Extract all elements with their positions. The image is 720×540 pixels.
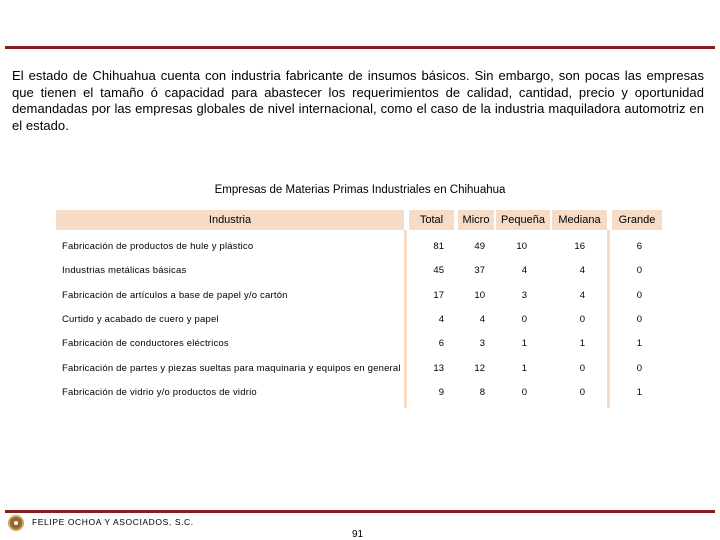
cell-pequena: 3 xyxy=(521,289,527,301)
cell-micro: 12 xyxy=(474,362,485,374)
table-row xyxy=(0,284,720,308)
cell-pequena: 1 xyxy=(521,338,527,350)
cell-industria: Fabricación de partes y piezas sueltas para maquinaria y equipos en general xyxy=(62,362,401,374)
cell-total: 13 xyxy=(433,362,444,374)
cell-industria: Curtido y acabado de cuero y papel xyxy=(62,313,219,325)
cell-industria: Fabricación de artículos a base de papel y/o cartón xyxy=(62,289,288,301)
company-logo-icon xyxy=(8,515,24,531)
cell-total: 45 xyxy=(433,265,444,277)
page-number: 91 xyxy=(352,529,364,540)
cell-total: 4 xyxy=(438,313,444,325)
cell-micro: 8 xyxy=(479,386,485,398)
header-grande: Grande xyxy=(612,210,662,230)
table-row xyxy=(0,235,720,259)
cell-mediana: 4 xyxy=(579,265,585,277)
cell-mediana: 16 xyxy=(574,241,585,252)
cell-grande: 6 xyxy=(636,241,642,252)
cell-micro: 3 xyxy=(479,338,485,350)
intro-paragraph: El estado de Chihuahua cuenta con industria fabricante de insumos básicos. Sin embargo, son pocas las empresas que tienen el tamaño ó capacidad para abastecer los requerimientos de calidad, cantidad, precio y oportunidad demandadas por las empresas globales de nivel internacional, como el caso de la industria maquiladora automotriz en el estado. xyxy=(12,68,704,133)
table-row xyxy=(0,308,720,332)
cell-grande: 0 xyxy=(636,362,642,374)
cell-pequena: 1 xyxy=(521,362,527,374)
cell-grande: 0 xyxy=(636,265,642,277)
cell-total: 9 xyxy=(438,386,444,398)
cell-pequena: 10 xyxy=(516,241,527,252)
header-industria: Industria xyxy=(56,210,404,230)
table-row xyxy=(0,357,720,381)
cell-pequena: 0 xyxy=(521,313,527,325)
footer-company: FELIPE OCHOA Y ASOCIADOS, S.C. xyxy=(32,517,194,527)
header-total: Total xyxy=(409,210,454,230)
table-row xyxy=(0,381,720,405)
cell-grande: 0 xyxy=(636,313,642,325)
cell-industria: Fabricación de productos de hule y plástico xyxy=(62,241,254,252)
cell-grande: 1 xyxy=(636,338,642,350)
cell-total: 81 xyxy=(433,241,444,252)
cell-industria: Fabricación de conductores eléctricos xyxy=(62,338,229,350)
cell-mediana: 1 xyxy=(579,338,585,350)
cell-mediana: 4 xyxy=(579,289,585,301)
cell-grande: 1 xyxy=(636,386,642,398)
header-mediana: Mediana xyxy=(552,210,607,230)
cell-micro: 49 xyxy=(474,241,485,252)
cell-micro: 10 xyxy=(474,289,485,301)
cell-total: 6 xyxy=(438,338,444,350)
cell-mediana: 0 xyxy=(579,386,585,398)
cell-pequena: 0 xyxy=(521,386,527,398)
cell-grande: 0 xyxy=(636,289,642,301)
cell-mediana: 0 xyxy=(579,362,585,374)
cell-micro: 4 xyxy=(479,313,485,325)
cell-pequena: 4 xyxy=(521,265,527,277)
cell-industria: Fabricación de vidrio y/o productos de vidrio xyxy=(62,386,257,398)
table-title: Empresas de Materias Primas Industriales en Chihuahua xyxy=(214,184,506,196)
cell-industria: Industrias metálicas básicas xyxy=(62,265,187,277)
header-micro: Micro xyxy=(458,210,494,230)
cell-micro: 37 xyxy=(474,265,485,277)
header-pequena: Pequeña xyxy=(496,210,550,230)
table-row xyxy=(0,259,720,283)
cell-total: 17 xyxy=(433,289,444,301)
cell-mediana: 0 xyxy=(579,313,585,325)
top-divider xyxy=(5,46,715,49)
table-row xyxy=(0,332,720,356)
footer-divider xyxy=(5,510,715,513)
